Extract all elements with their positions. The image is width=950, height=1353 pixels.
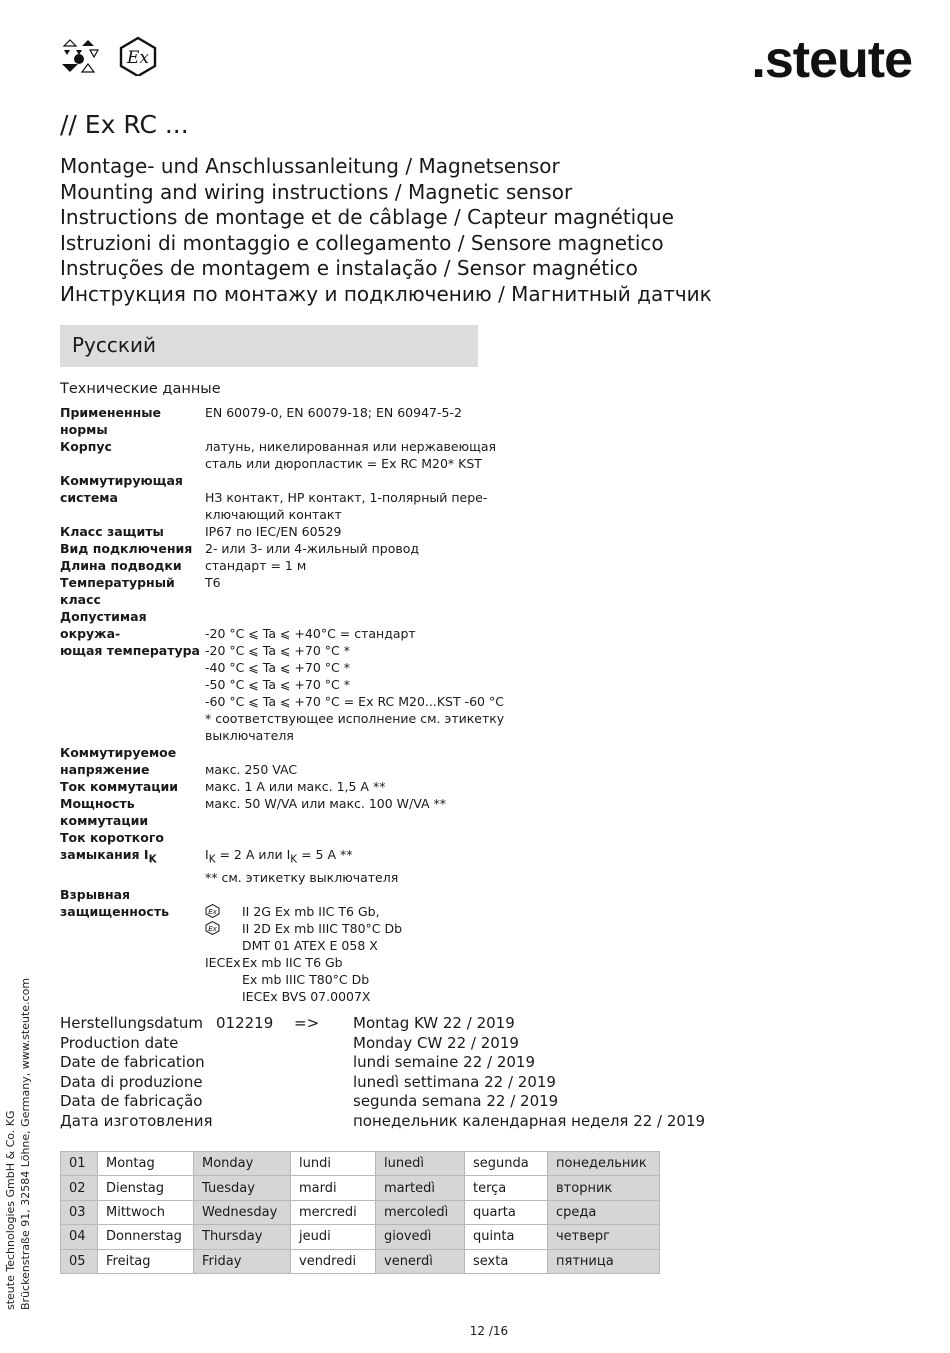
spec-voltage: Коммутируемое напряжение макс. 250 VAC	[60, 745, 298, 777]
table-cell: 02	[61, 1176, 98, 1200]
table-cell: пятница	[548, 1249, 660, 1273]
ex-hexagon-icon	[205, 904, 242, 918]
language-label: Русский	[72, 333, 156, 357]
ex-hexagon-icon	[121, 38, 155, 76]
table-cell: giovedì	[376, 1225, 465, 1249]
table-cell: Dienstag	[98, 1176, 194, 1200]
title-italian: Istruzioni di montaggio e collegamento / Sensore magnetico	[60, 230, 664, 255]
svg-text:Ex: Ex	[208, 924, 217, 933]
table-cell: Tuesday	[194, 1176, 291, 1200]
svg-text:Ex: Ex	[208, 907, 217, 916]
table-cell: venerdì	[376, 1249, 465, 1273]
table-cell: mercoledì	[376, 1200, 465, 1224]
weekday-table	[60, 1151, 660, 1274]
spec-short-circuit: Ток короткого замыкания $I_K$ $I_K = 2$ A или $I_K = 5$ A ** ** см. этикетку выключателя	[60, 830, 399, 885]
table-cell: 04	[61, 1225, 98, 1249]
table-cell: segunda	[465, 1152, 548, 1176]
title-russian: Инструкция по монтажу и подключению / Магнитный датчик	[60, 281, 712, 306]
title-french: Instructions de montage et de câblage / Capteur magnétique	[60, 205, 674, 230]
spec-temp-class: Температурный класс T6	[60, 575, 221, 607]
title-english: Mounting and wiring instructions / Magnetic sensor	[60, 179, 573, 204]
document-titles	[60, 154, 712, 308]
spec-housing: Корпус латунь, никелированная или нержавеющая сталь или дюропластик = Ex RC M20* KST	[60, 439, 497, 471]
technical-data-heading: Технические данные	[60, 381, 221, 397]
table-cell: terça	[465, 1176, 548, 1200]
spec-cable-length: Длина подводки стандарт = 1 м	[60, 558, 307, 573]
steute-logo: .steute	[751, 31, 912, 89]
table-cell: Wednesday	[194, 1200, 291, 1224]
table-cell: вторник	[548, 1176, 660, 1200]
spec-ambient-temp: Допустимая окружа- ющая температура -20 °C ⩽ Ta ⩽ +40°C = стандарт -20 °C ⩽ Ta ⩽ +70 °C * -40 °C ⩽ Ta ⩽ +70 °C * -50 °C ⩽ Ta ⩽ +70 °C * -60 °C ⩽ Ta ⩽ +70 °C = Ex RC M20...KST -60 °C * соответствующее исполнение см. этикетку выключателя	[60, 609, 505, 743]
company-address: steute Technologies GmbH & Co. KG Brückenstraße 91, 32584 Löhne, Germany, www.steute.com	[4, 977, 32, 1310]
table-row	[61, 1176, 660, 1200]
table-cell: mercredi	[291, 1200, 376, 1224]
date-code: 012219	[216, 1014, 274, 1032]
table-row	[61, 1249, 660, 1273]
table-cell: Mittwoch	[98, 1200, 194, 1224]
spec-norms: Примененные нормы EN 60079-0, EN 60079-18; EN 60947-5-2	[60, 405, 462, 437]
table-row	[61, 1200, 660, 1224]
table-cell: lunedì	[376, 1152, 465, 1176]
table-cell: mardi	[291, 1176, 376, 1200]
language-banner	[60, 325, 478, 367]
title-german: Montage- und Anschlussanleitung / Magnetsensor	[60, 154, 560, 178]
table-cell: Montag	[98, 1152, 194, 1176]
table-cell: vendredi	[291, 1249, 376, 1273]
table-row	[61, 1152, 660, 1176]
ex-hexagon-icon	[205, 921, 242, 935]
table-cell: sexta	[465, 1249, 548, 1273]
table-cell: 03	[61, 1200, 98, 1224]
table-cell: Friday	[194, 1249, 291, 1273]
table-cell: quarta	[465, 1200, 548, 1224]
technical-data-list	[60, 404, 510, 1005]
table-cell: quinta	[465, 1225, 548, 1249]
arrow: =>	[294, 1014, 320, 1032]
table-cell: четверг	[548, 1225, 660, 1249]
spec-switching: Коммутирующая система НЗ контакт, НР контакт, 1-полярный пере- ключающий контакт	[60, 473, 488, 522]
table-row	[61, 1225, 660, 1249]
svg-text:Ex: Ex	[127, 48, 149, 68]
table-cell: Monday	[194, 1152, 291, 1176]
table-cell: Donnerstag	[98, 1225, 194, 1249]
table-cell: 05	[61, 1249, 98, 1273]
spec-current: Ток коммутации макс. 1 A или макс. 1,5 A **	[60, 779, 386, 794]
table-cell: jeudi	[291, 1225, 376, 1249]
table-cell: Thursday	[194, 1225, 291, 1249]
product-title: // Ex RC ...	[60, 110, 189, 139]
table-cell: понедельник	[548, 1152, 660, 1176]
table-cell: Freitag	[98, 1249, 194, 1273]
page-number: 12 /16	[469, 1324, 509, 1338]
table-cell: среда	[548, 1200, 660, 1224]
spec-protection: Класс защиты IP67 по IEC/EN 60529	[60, 524, 342, 539]
title-portuguese: Instruções de montagem e instalação / Sensor magnético	[60, 256, 638, 281]
spec-connection: Вид подключения 2- или 3- или 4-жильный провод	[60, 541, 420, 556]
table-cell: martedì	[376, 1176, 465, 1200]
atex-segregated-marking-icon	[62, 40, 98, 72]
certification-icons	[60, 36, 160, 76]
table-cell: lundi	[291, 1152, 376, 1176]
table-cell: 01	[61, 1152, 98, 1176]
spec-explosion-protection: Взрывная защищенность Ex II 2G Ex mb IIC T6 Gb, Ex II 2D Ex mb IIIC T80°C Db DMT 01 ATEX E 058 X IECEx Ex mb IIC T6 Gb Ex mb IIIC T80°C Db IECEx BVS 07.0007X	[60, 886, 403, 1004]
spec-power: Мощность коммутации макс. 50 W/VA или макс. 100 W/VA **	[60, 796, 447, 828]
